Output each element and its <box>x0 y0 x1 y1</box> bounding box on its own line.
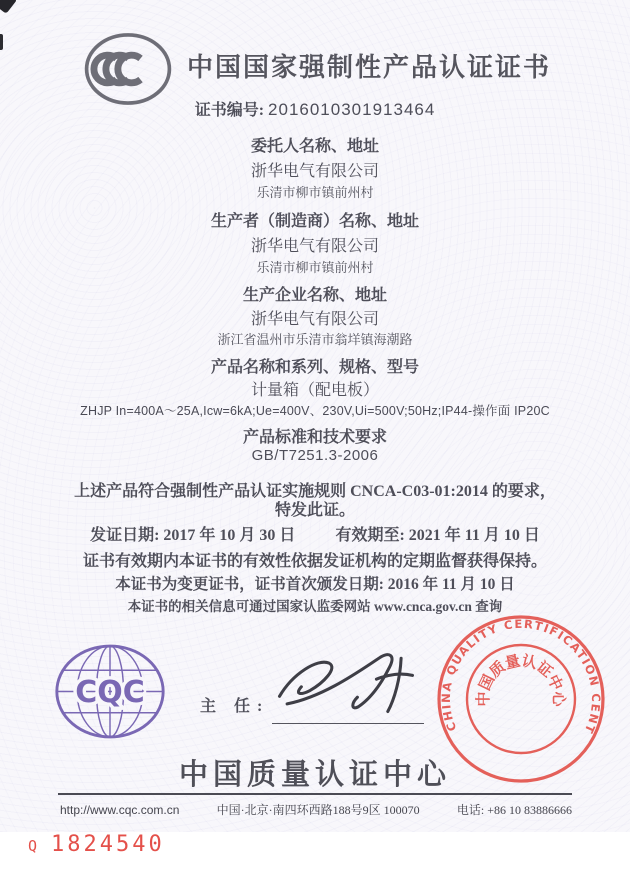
director-signature-block <box>196 652 420 726</box>
footer-phone: +86 10 83886666 <box>487 803 572 817</box>
info-note: 本证书的相关信息可通过国家认监委网站 www.cnca.gov.cn 查询 <box>127 599 503 614</box>
stamp-char-6: 证 <box>533 659 555 682</box>
valid-until-label: 有效期至: <box>335 527 405 544</box>
footer-phone-label: 电话: <box>456 803 485 817</box>
issuer-name: 中国质量认证中心 <box>178 759 451 791</box>
dates-row <box>0 522 630 545</box>
certificate-number: 2016010301913464 <box>268 100 436 119</box>
factory-name: 浙华电气有限公司 <box>250 311 379 328</box>
footer-website: http://www.cqc.com.cn <box>60 803 180 817</box>
stamp-char-4: 量 <box>503 653 522 673</box>
footer <box>60 801 572 818</box>
certificate-title: 中国国家强制性产品认证证书 <box>186 52 551 82</box>
issue-date-label: 发证日期: <box>90 527 160 544</box>
product-spec: ZHJP In=400A～25A,Icw=6kA;Ue=400V、230V,Ui=500V;50Hz;IP44-操作面 IP20C <box>80 404 550 418</box>
scan-artifact-edge <box>0 34 3 50</box>
serial-prefix: Q <box>28 837 38 855</box>
valid-until-value: 2021 年 11 月 10 日 <box>408 527 540 544</box>
issue-date-group <box>90 522 295 545</box>
footer-address: 中国·北京·南四环西路188号9区 100070 <box>216 803 420 817</box>
scan-margin <box>0 832 630 872</box>
issue-date-value: 2017 年 10 月 30 日 <box>163 527 296 544</box>
footer-phone-group <box>457 801 572 818</box>
stamp-char-7: 中 <box>543 672 565 694</box>
valid-until-group <box>335 522 539 545</box>
certificate-number-line <box>0 97 630 120</box>
applicant-name: 浙华电气有限公司 <box>250 163 379 180</box>
stamp-char-3: 质 <box>487 659 509 682</box>
scan-artifact-corner <box>0 0 17 14</box>
stamp-char-2: 国 <box>477 672 499 694</box>
manufacturer-address: 乐清市柳市镇前州村 <box>256 260 374 275</box>
director-label: 主 任: <box>200 698 270 715</box>
manufacturer-name: 浙华电气有限公司 <box>250 238 379 255</box>
footer-divider <box>58 793 572 795</box>
certificate-number-label: 证书编号: <box>194 102 265 119</box>
serial-digits: 1824540 <box>51 832 165 857</box>
product-name: 计量箱（配电板） <box>250 382 379 399</box>
stamp-char-5: 认 <box>520 653 539 673</box>
applicant-label: 委托人名称、地址 <box>250 138 379 155</box>
serial-number <box>28 832 165 857</box>
signature-underline <box>272 723 424 724</box>
svg-text:CHINA QUALITY CERTIFICATION CE <box>439 617 603 737</box>
statement-line-2: 特发此证。 <box>274 502 355 519</box>
cqc-logo-icon <box>52 641 168 747</box>
change-note: 本证书为变更证书，证书首次颁发日期: 2016 年 11 月 10 日 <box>115 576 515 593</box>
statement-line-1: 上述产品符合强制性产品认证实施规则 CNCA-C03-01:2014 的要求， <box>74 483 556 500</box>
standard-value: GB/T7251.3-2006 <box>251 447 379 464</box>
director-signature <box>270 646 422 725</box>
applicant-address: 乐清市柳市镇前州村 <box>256 185 374 200</box>
factory-label: 生产企业名称、地址 <box>242 287 387 304</box>
standard-label: 产品标准和技术要求 <box>242 429 387 446</box>
cqc-logo-text: CQC <box>75 675 145 711</box>
validity-note: 证书有效期内本证书的有效性依据发证机构的定期监督获得保持。 <box>82 553 547 570</box>
stamp-char-8: 心 <box>550 691 566 707</box>
factory-address: 浙江省温州市乐清市翁垟镇海潮路 <box>217 332 413 347</box>
product-label: 产品名称和系列、规格、型号 <box>210 359 419 376</box>
stamp-outer-text: CHINA QUALITY CERTIFICATION CENTRE <box>438 616 604 737</box>
stamp-char-1: 中 <box>476 691 492 707</box>
manufacturer-label: 生产者（制造商）名称、地址 <box>210 213 419 230</box>
